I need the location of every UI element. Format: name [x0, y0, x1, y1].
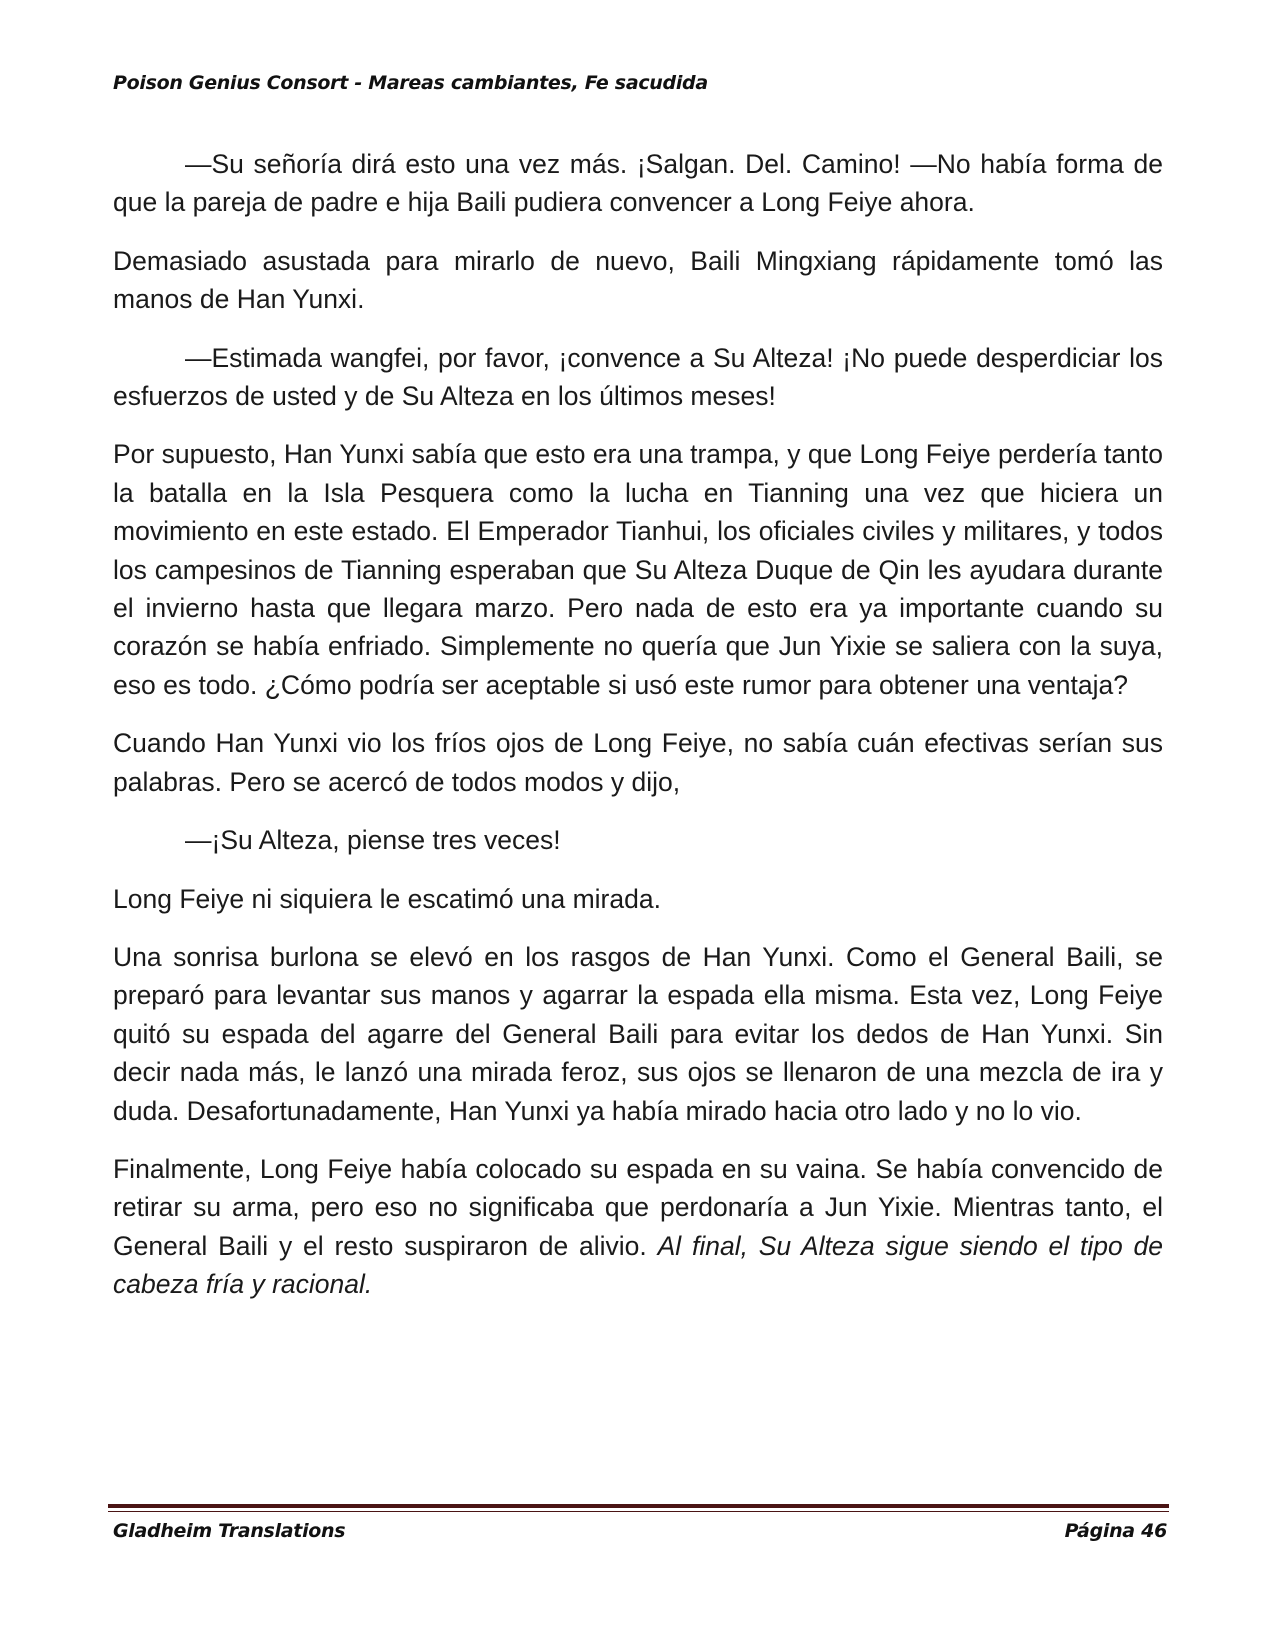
paragraph-9-italic-thought: Al final, Su Alteza sigue siendo el tipo de cabeza fría y racional.: [113, 1230, 1163, 1300]
footer-divider-thin: [108, 1511, 1169, 1512]
page-header-title: Poison Genius Consort - Mareas cambiantes, Fe sacudida: [113, 72, 708, 94]
document-body: [113, 145, 1163, 1324]
paragraph-5: Cuando Han Yunxi vio los fríos ojos de Long Feiye, no sabía cuán efectivas serían sus palabras. Pero se acercó de todos modos y dijo,: [113, 728, 1163, 797]
paragraph-9-text: Finalmente, Long Feiye había colocado su espada en su vaina. Se había convencido de retirar su arma, pero eso no significaba que perdonaría a Jun Yixie. Mientras tanto, el General Baili y el resto suspiraron de alivio.: [113, 1153, 1163, 1261]
paragraph-1: —Su señoría dirá esto una vez más. ¡Salgan. Del. Camino! —No había forma de que la pareja de padre e hija Baili pudiera convencer a Long Feiye ahora.: [113, 149, 1163, 218]
footer-publisher: Gladheim Translations: [113, 1520, 346, 1542]
paragraph-6: —¡Su Alteza, piense tres veces!: [185, 825, 561, 856]
paragraph-8: Una sonrisa burlona se elevó en los rasgos de Han Yunxi. Como el General Baili, se preparó para levantar sus manos y agarrar la espada ella misma. Esta vez, Long Feiye quitó su espada del agarre del General Baili para evitar los dedos de Han Yunxi. Sin decir nada más, le lanzó una mirada feroz, sus ojos se llenaron de una mezcla de ira y duda. Desafortunadamente, Han Yunxi ya había mirado hacia otro lado y no lo vio.: [113, 941, 1163, 1126]
paragraph-3: —Estimada wangfei, por favor, ¡convence a Su Alteza! ¡No puede desperdiciar los esfuerzos de usted y de Su Alteza en los últimos meses!: [113, 342, 1163, 412]
paragraph-7: Long Feiye ni siquiera le escatimó una mirada.: [113, 883, 661, 914]
footer-page-number: Página 46: [1064, 1520, 1167, 1542]
paragraph-9: [113, 1150, 1163, 1304]
paragraph-4: Por supuesto, Han Yunxi sabía que esto era una trampa, y que Long Feiye perdería tanto la batalla en la Isla Pesquera como la lucha en Tianning una vez que hiciera un movimiento en este estado. El Emperador Tianhui, los oficiales civiles y militares, y todos los campesinos de Tianning esperaban que Su Alteza Duque de Qin les ayudara durante el invierno hasta que llegara marzo. Pero nada de esto era ya importante cuando su corazón se había enfriado. Simplemente no quería que Jun Yixie se saliera con la suya, eso es todo. ¿Cómo podría ser aceptable si usó este rumor para obtener una ventaja?: [113, 439, 1163, 700]
footer-divider: [108, 1504, 1169, 1508]
paragraph-2: Demasiado asustada para mirarlo de nuevo, Baili Mingxiang rápidamente tomó las manos de Han Yunxi.: [113, 245, 1163, 315]
